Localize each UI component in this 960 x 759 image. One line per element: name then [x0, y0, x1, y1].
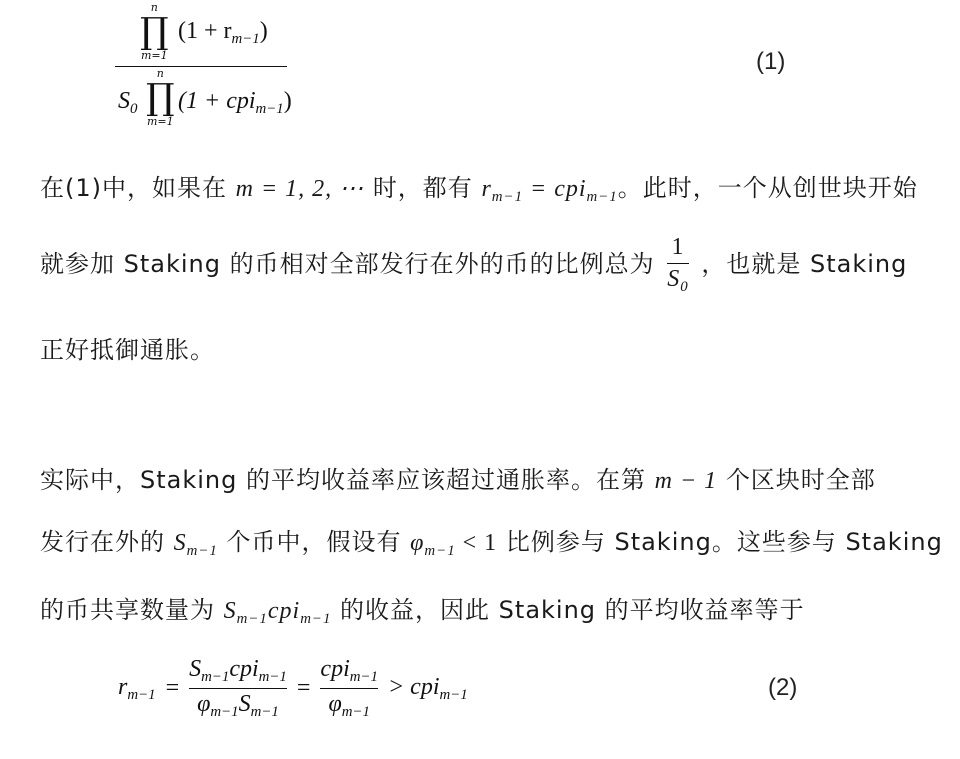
equation-number-2: (2) [768, 674, 798, 701]
paragraph2-line1: 实际中，Staking 的平均收益率应该超过通胀率。在第 m − 1 个区块时全部 [40, 466, 876, 494]
equation-2 [0, 652, 960, 742]
math-m-minus-1: m − 1 [654, 468, 718, 494]
math-r-equals-cpi: $r_{m-1} = cpi_{m-1}$ [481, 176, 618, 206]
numerator-factor: $(1 + r_{m-1})$ [178, 18, 268, 48]
fraction-2: $\frac{cpi_{m-1}}{\varphi_{m-1}}$ [320, 656, 378, 721]
paragraph1-line1: 在(1)中，如果在 m = 1, 2, ⋯ 时，都有 $r_{m-1} = cpi_{m-1}$。此时，一个从创世块开始 [40, 174, 918, 206]
equation-2-body: $r_{m-1}$ = $\frac{S_{m-1}cpi_{m-1}}{\varphi_{m-1}S_{m-1}}$ = $\frac{cpi_{m-1}}{\varphi_{m-1}}$ > cpi$_{m-1}$ [118, 656, 468, 721]
fraction-bar [115, 66, 287, 67]
paragraph2-line3: 的币共享数量为 $S_{m-1}cpi_{m-1}$ 的收益，因此 Staking 的平均收益率等于 [40, 596, 805, 628]
math-phi-less-than-1: $\varphi_{m-1} < 1$ [410, 530, 498, 560]
product-symbol-numerator: n ∏ m=1 [140, 1, 169, 62]
equation-number-1: (1) [756, 48, 786, 75]
fraction-one-over-s0: $\frac{1}{S_0}$ [667, 234, 689, 296]
math-s-cpi: $S_{m-1}cpi_{m-1}$ [223, 598, 332, 628]
denominator-lead: $S_0$ [118, 88, 138, 118]
product-symbol-denominator: n ∏ m=1 [146, 67, 175, 128]
fraction-1: $\frac{S_{m-1}cpi_{m-1}}{\varphi_{m-1}S_{m-1}}$ [189, 656, 287, 721]
math-s-m-1: $S_{m-1}$ [173, 530, 218, 560]
paragraph2-line2: 发行在外的 $S_{m-1}$ 个币中，假设有 $\varphi_{m-1} < 1$ 比例参与 Staking。这些参与 Staking [40, 528, 943, 560]
paragraph1-line2: 就参加 Staking 的币相对全部发行在外的币的比例总为 $\frac{1}{S_0}$ ，也就是 Staking [40, 234, 908, 296]
equation-1 [0, 0, 960, 140]
math-m-values: m = 1, 2, ⋯ [235, 176, 365, 202]
denominator-factor: (1 + cpi$_{m-1}$) [178, 88, 292, 118]
paragraph1-line3: 正好抵御通胀。 [40, 336, 215, 364]
